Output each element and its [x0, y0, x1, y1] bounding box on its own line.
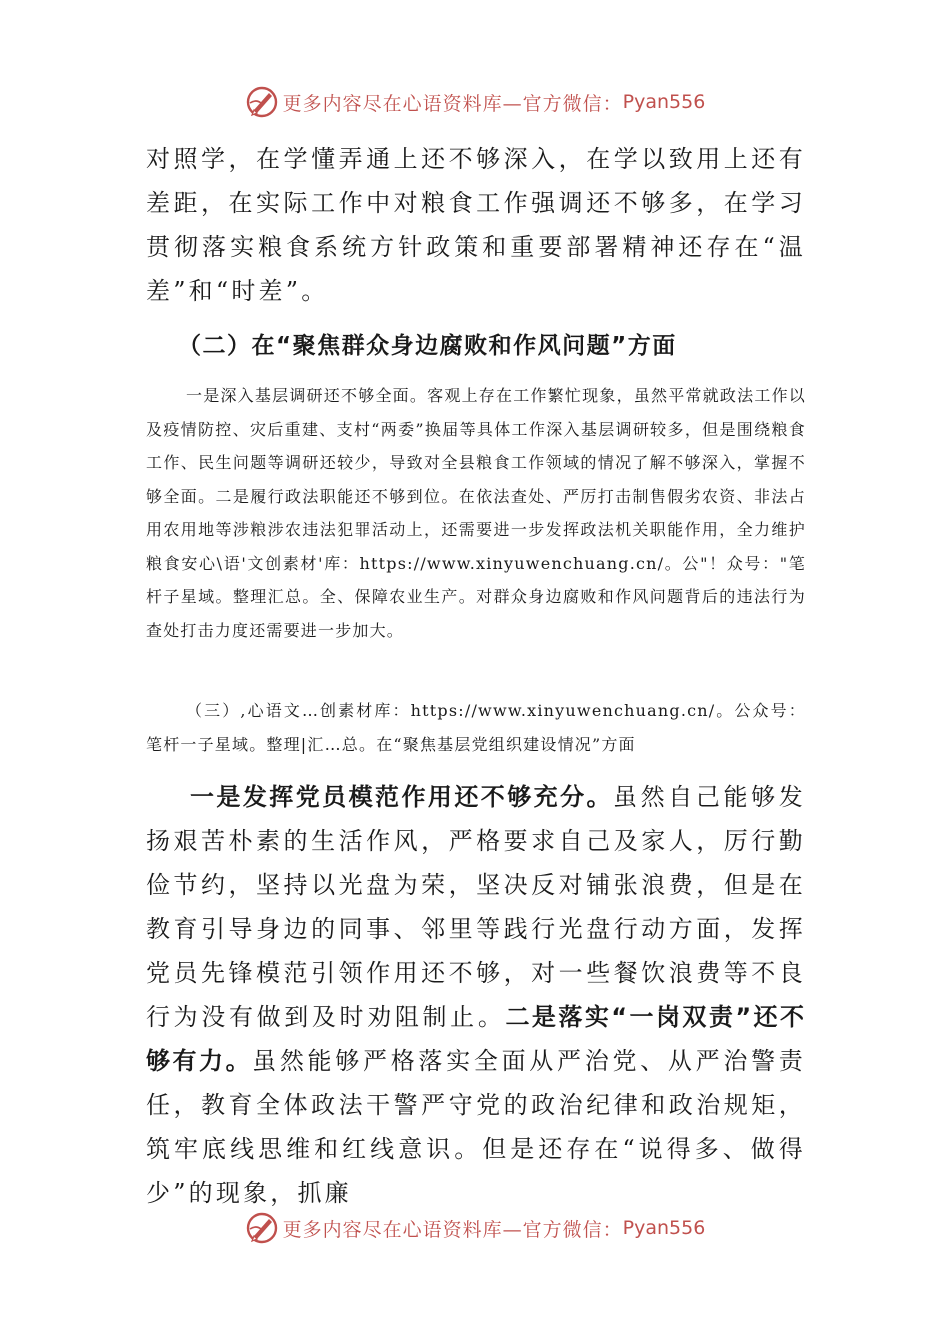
paragraph-2-text: 一是深入基层调研还不够全面。客观上存在工作繁忙现象，虽然平常就政法工作以及疫情防控、灾后重建、支村“两委”换届等具体工作深入基层调研较多，但是围绕粮食工作、民生问题等调研还较少，导致对全县粮食工作领域的情况了解不够深入，掌握不够全面。二是履行政法职能还不够到位。在依法查处、严厉打击制售假劣农资、非法占用农用地等涉粮涉农违法犯罪活动上，还需要进一步发挥政法机关职能作用，全力维护粮食安心\语'文创素材'库：https://www.xinyuwenchuang.cn/。公"！众号："笔杆子星域。整理汇总。全、保障农业生产。对群众身边腐败和作风问题背后的违法行为查处打击力度还需要进一步加大。 [146, 386, 806, 640]
paragraph-3-text: （三）,心语文…创素材库：https://www.xinyuwenchuang.cn/。公众号：笔杆一子星域。整理|汇…总。在“聚焦基层党组织建设情况”方面 [146, 701, 806, 754]
paragraph-continuation [146, 137, 806, 313]
paragraph-4-text [146, 775, 806, 1215]
paragraph-3-block [146, 694, 806, 761]
footer-banner [0, 1206, 950, 1250]
section-heading-container [146, 327, 806, 360]
paragraph-4-body-2: 虽然能够严格落实全面从严治党、从严治警责任，教育全体政法干警严守党的政治纪律和政治规矩，筑牢底线思维和红线意识。但是还存在“说得多、做得少”的现象，抓廉 [146, 1047, 807, 1207]
paragraph-4-block [146, 775, 806, 1215]
header-wechat-id: Pyan556 [622, 91, 706, 113]
paragraph-1-text: 对照学，在学懂弄通上还不够深入，在学以致用上还有差距，在实际工作中对粮食工作强调还不够多，在学习贯彻落实粮食系统方针政策和重要部署精神还存在“温差”和“时差”。 [146, 145, 806, 305]
paragraph-4-body-1: 虽然自己能够发扬艰苦朴素的生活作风，严格要求自己及家人，厉行勤俭节约，坚持以光盘为荣，坚决反对铺张浪费，但是在教育引导身边的同事、邻里等践行光盘行动方面，发挥党员先锋模范引领作用还不够，对一些餐饮浪费等不良行为没有做到及时劝阻制止。 [146, 783, 807, 1031]
paragraph-4-lead-2: 二是落实“一岗双责”还不够有力。 [146, 1003, 807, 1075]
header-banner [0, 80, 950, 124]
pen-logo-icon [245, 1211, 279, 1245]
header-banner-text: 更多内容尽在心语资料库—官方微信： [282, 92, 623, 115]
footer-banner-text: 更多内容尽在心语资料库—官方微信： [282, 1218, 623, 1241]
section-2-heading: （二）在“聚焦群众身边腐败和作风问题”方面 [178, 333, 677, 359]
pen-logo-icon [245, 85, 279, 119]
footer-wechat-id: Pyan556 [622, 1217, 706, 1239]
paragraph-4-lead-1: 一是发挥党员模范作用还不够充分。 [190, 783, 613, 811]
paragraph-2-block [146, 379, 806, 647]
